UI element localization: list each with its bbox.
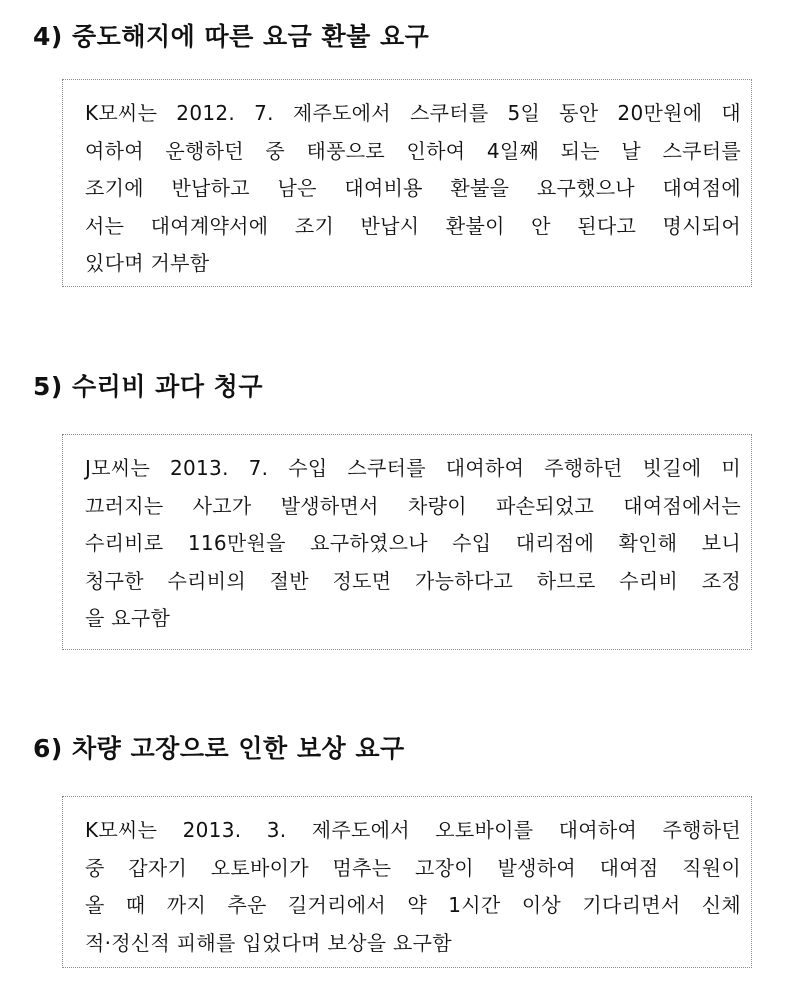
case-text-line: J모씨는 2013. 7. 수입 스쿠터를 대여하여 주행하던 빗길에 미: [85, 456, 741, 480]
case-text-line: 조기에 반납하고 남은 대여비용 환불을 요구했으나 대여점에: [85, 176, 741, 200]
case-text-line: 끄러지는 사고가 발생하면서 차량이 파손되었고 대여점에서는: [85, 493, 741, 518]
case-text-line: 중 갑자기 오토바이가 멈추는 고장이 발생하여 대여점 직원이: [85, 855, 741, 880]
case-text-line: 있다며 거부함: [85, 251, 210, 275]
case-text-line: 여하여 운행하던 중 태풍으로 인하여 4일째 되는 날 스쿠터를: [85, 138, 741, 163]
case-text-line: 올 때 까지 추운 길거리에서 약 1시간 이상 기다리면서 신체: [85, 893, 741, 917]
case-text-line: K모씨는 2013. 3. 제주도에서 오토바이를 대여하여 주행하던: [85, 818, 741, 842]
section-heading-4: 4) 중도해지에 따른 요금 환불 요구: [33, 22, 430, 51]
case-text-line: 청구한 수리비의 절반 정도면 가능하다고 하므로 수리비 조정: [85, 568, 741, 593]
section-heading-5: 5) 수리비 과다 청구: [33, 372, 263, 401]
case-text-line: 을 요구함: [85, 606, 171, 630]
case-text-line: 수리비로 116만원을 요구하였으나 수입 대리점에 확인해 보니: [85, 531, 741, 555]
section-heading-6: 6) 차량 고장으로 인한 보상 요구: [33, 734, 405, 763]
case-text-line: 서는 대여계약서에 조기 반납시 환불이 안 된다고 명시되어: [85, 213, 741, 238]
case-text-line: K모씨는 2012. 7. 제주도에서 스쿠터를 5일 동안 20만원에 대: [85, 101, 741, 125]
case-box-5: [62, 434, 752, 650]
case-box-6: [62, 796, 752, 968]
case-text-line: 적·정신적 피해를 입었다며 보상을 요구함: [85, 930, 452, 955]
case-box-4: [62, 79, 752, 287]
